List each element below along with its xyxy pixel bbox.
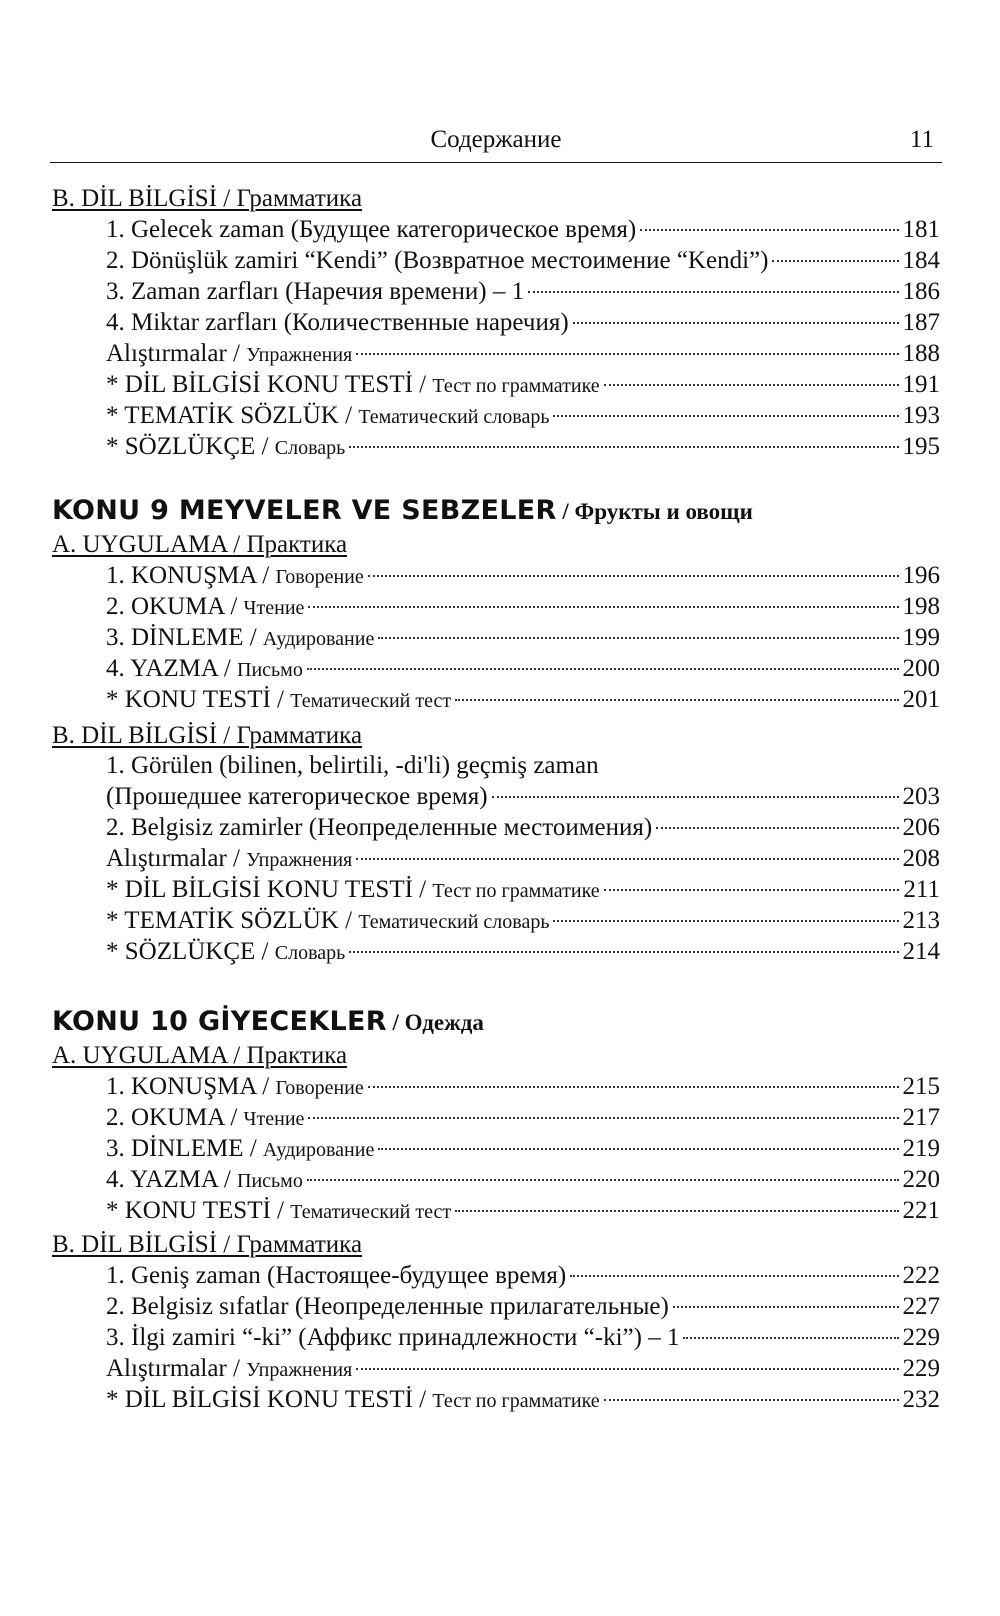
toc-entry-page: 187 (902, 309, 940, 336)
toc-entry-title: * SÖZLÜKÇE / (106, 938, 275, 965)
dot-leader (307, 1179, 899, 1181)
toc-list (52, 1071, 940, 1226)
toc-entry-title: * TEMATİK SÖZLÜK / (106, 402, 359, 429)
toc-entry (52, 684, 940, 715)
toc-entry (52, 307, 940, 338)
toc-entry-title-ru: Словарь (274, 437, 346, 459)
toc-entry-label (106, 874, 600, 907)
toc-entry-title: 2. Belgisiz sıfatlar (Неопределенные прилагательные) (106, 1293, 669, 1320)
dot-leader (492, 796, 899, 798)
toc-entry-title: 2. OKUMA / (106, 1104, 244, 1131)
toc-entry (52, 1195, 940, 1226)
toc-entry-label (106, 1133, 374, 1166)
toc-entry (52, 1260, 940, 1291)
toc-entry-title-ru: Чтение (243, 1108, 305, 1130)
toc-entry-label (106, 1384, 600, 1417)
toc-entry (52, 1164, 940, 1195)
toc-entry (52, 843, 940, 874)
toc-entry-title-ru: Чтение (243, 597, 305, 619)
toc-entry-page: 219 (902, 1135, 940, 1162)
toc-entry-page: 220 (902, 1166, 940, 1193)
toc-entry (52, 338, 940, 369)
toc-entry-title-ru: Тест по грамматике (432, 375, 600, 397)
toc-entry-title: 1. Görülen (bilinen, belirtili, -di'li) geçmiş zaman (106, 752, 599, 779)
toc-entry-title: Alıştırmalar / (106, 340, 247, 367)
konu-title: KONU 9 MEYVELER VE SEBZELER (52, 495, 557, 526)
dot-leader (528, 291, 898, 293)
toc-entry-label (106, 843, 352, 876)
toc-entry-page: 198 (902, 593, 940, 620)
toc-entry-title: 2. Dönüşlük zamiri “Kendi” (Возвратное местоимение “Kendi”) (106, 247, 769, 274)
dot-leader (604, 384, 899, 386)
toc-entry-title-ru: Тематический словарь (358, 406, 550, 428)
toc-entry-title: Alıştırmalar / (106, 1355, 247, 1382)
toc-entry (52, 1353, 940, 1384)
toc-entry-page: 195 (902, 433, 940, 460)
toc-entry-title: 2. Belgisiz zamirler (Неопределенные местоимения) (106, 814, 653, 841)
toc-entry-title: 3. Zaman zarfları (Наречия времени) – 1 (106, 278, 525, 305)
toc-entry (52, 905, 940, 936)
section-heading: B. DİL BİLGİSİ / Грамматика (52, 185, 363, 212)
page-title: Содержание (430, 126, 562, 153)
toc-list (52, 751, 940, 967)
toc-entry-label (106, 400, 549, 433)
toc-entry-page: 227 (902, 1293, 940, 1320)
toc-entry-label (106, 1071, 364, 1104)
toc-block-grammar-1 (52, 184, 940, 462)
toc-entry-label (106, 1102, 304, 1135)
toc-entry-page: 184 (902, 247, 940, 274)
toc-entry (52, 1133, 940, 1164)
dot-leader (604, 889, 900, 891)
toc-entry-page: 196 (902, 562, 940, 589)
toc-entry-page: 208 (902, 845, 940, 872)
toc-entry-page: 188 (902, 340, 940, 367)
toc-entry-label (106, 905, 549, 938)
toc-entry (52, 214, 940, 245)
toc-entry (52, 560, 940, 591)
toc-entry-page: 201 (902, 686, 940, 713)
toc-entry-title-ru: Письмо (237, 1170, 303, 1192)
toc-entry (52, 812, 940, 843)
toc-entry-page: 181 (902, 216, 940, 243)
konu-title-ru: / Фрукты и овощи (556, 499, 753, 524)
toc-entry (52, 591, 940, 622)
dot-leader (308, 606, 898, 608)
dot-leader (307, 668, 899, 670)
section-heading: B. DİL BİLGİSİ / Грамматика (52, 722, 363, 749)
toc-entry-title: * DİL BİLGİSİ KONU TESTİ / (106, 1386, 433, 1413)
toc-entry-title-ru: Упражнения (246, 849, 353, 871)
toc-entry-label (106, 591, 304, 624)
toc-entry-title: 1. KONUŞMA / (106, 1073, 276, 1100)
toc-entry-title: 1. Geniş zaman (Настоящее-будущее время) (106, 1262, 567, 1289)
toc-entry-label (106, 1322, 679, 1353)
toc-entry-title: 1. Gelecek zaman (Будущее категорическое время) (106, 216, 637, 243)
toc-entry-title: 4. YAZMA / (106, 655, 238, 682)
toc-entry-title: * SÖZLÜKÇE / (106, 433, 275, 460)
section-heading: B. DİL BİLGİSİ / Грамматика (52, 1231, 363, 1258)
dot-leader (455, 699, 898, 701)
toc-entry-title: * DİL BİLGİSİ KONU TESTİ / (106, 876, 433, 903)
running-head (50, 120, 942, 163)
dot-leader (553, 415, 898, 417)
konu-heading (52, 1003, 940, 1041)
toc-entry-label (106, 1164, 303, 1197)
toc-entry-page: 215 (902, 1073, 940, 1100)
dot-leader (368, 575, 899, 577)
dot-leader (368, 1086, 899, 1088)
toc-entry-label (106, 245, 768, 276)
toc-entry-label (106, 560, 364, 593)
toc-entry-page: 229 (902, 1324, 940, 1351)
toc-entry (52, 400, 940, 431)
dot-leader (356, 858, 898, 860)
toc-entry (52, 936, 940, 967)
toc-entry-title-ru: Тематический словарь (358, 911, 550, 933)
dot-leader (772, 260, 898, 262)
toc-entry-title: 4. YAZMA / (106, 1166, 238, 1193)
toc-entry-label (106, 214, 636, 245)
toc-entry-label (106, 812, 652, 843)
toc-entry-page: 199 (902, 624, 940, 651)
dot-leader (308, 1117, 898, 1119)
dot-leader (349, 446, 898, 448)
toc-entry-title: Alıştırmalar / (106, 845, 247, 872)
toc-entry-title: * DİL BİLGİSİ KONU TESTİ / (106, 371, 433, 398)
toc-entry (52, 622, 940, 653)
dot-leader (683, 1337, 898, 1339)
toc-entry-title: 1. KONUŞMA / (106, 562, 276, 589)
toc-entry-title-ru: Аудирование (262, 628, 375, 650)
page-number: 11 (909, 126, 934, 153)
toc-entry-label (106, 936, 345, 969)
toc-entry-title: 2. OKUMA / (106, 593, 244, 620)
konu-title-ru: / Одежда (386, 1010, 484, 1035)
toc-entry (52, 369, 940, 400)
toc-entry (52, 1071, 940, 1102)
toc-entry (52, 1322, 940, 1353)
toc-entry-page: 206 (902, 814, 940, 841)
toc-entry-page: 229 (902, 1355, 940, 1382)
dot-leader (640, 229, 898, 231)
toc-entry-page: 211 (903, 876, 940, 903)
section-heading: A. UYGULAMA / Практика (52, 1042, 348, 1069)
toc-entry-title: 3. İlgi zamiri “-ki” (Аффикс принадлежности “-ki”) – 1 (106, 1324, 680, 1351)
toc-entry-page: 217 (902, 1104, 940, 1131)
section-heading: A. UYGULAMA / Практика (52, 531, 348, 558)
toc-entry-title-ru: Упражнения (246, 1359, 353, 1381)
toc-entry-label (106, 684, 451, 717)
toc-list (52, 560, 940, 715)
dot-leader (553, 920, 898, 922)
toc-entry-title: (Прошедшее категорическое время) (106, 783, 488, 810)
toc-entry (52, 1291, 940, 1322)
dot-leader (455, 1210, 898, 1212)
toc-entry-title-ru: Тест по грамматике (432, 880, 600, 902)
toc-entry-label (106, 276, 524, 307)
konu-title: KONU 10 GİYECEKLER (52, 1006, 387, 1037)
toc-entry-title-ru: Аудирование (262, 1139, 375, 1161)
toc-entry-page: 193 (902, 402, 940, 429)
toc-entry-title-ru: Словарь (274, 942, 346, 964)
toc-entry-title-ru: Говорение (275, 1077, 364, 1099)
toc-entry (52, 751, 940, 781)
toc-entry-label (106, 307, 569, 338)
toc-entry-page: 213 (902, 907, 940, 934)
toc-entry-title-ru: Письмо (237, 659, 303, 681)
toc-list (52, 214, 940, 462)
toc-list (52, 1260, 940, 1415)
dot-leader (378, 1148, 898, 1150)
konu-heading (52, 492, 940, 530)
dot-leader (673, 1306, 899, 1308)
toc-entry-label (106, 653, 303, 686)
toc-entry-title: * KONU TESTİ / (106, 686, 291, 713)
toc-entry-page: 186 (902, 278, 940, 305)
toc-entry-title-ru: Упражнения (246, 344, 353, 366)
toc-entry-label (106, 1195, 451, 1228)
toc-entry-label (106, 1353, 352, 1386)
toc-entry-page: 214 (902, 938, 940, 965)
toc-entry (52, 1102, 940, 1133)
toc-entry-title: * KONU TESTİ / (106, 1197, 291, 1224)
toc-entry-title: 3. DİNLEME / (106, 1135, 263, 1162)
dot-leader (356, 353, 898, 355)
toc-entry (52, 245, 940, 276)
toc-entry-title-ru: Говорение (275, 566, 364, 588)
toc-entry (52, 653, 940, 684)
toc-entry-page: 222 (902, 1262, 940, 1289)
toc-entry-page: 200 (902, 655, 940, 682)
toc-entry-label (106, 1291, 669, 1322)
toc-entry-title-ru: Тест по грамматике (432, 1390, 600, 1412)
toc-entry (52, 431, 940, 462)
toc-entry (52, 276, 940, 307)
dot-leader (356, 1368, 898, 1370)
dot-leader (573, 322, 899, 324)
toc-entry-title-ru: Тематический тест (290, 1201, 452, 1223)
toc-entry-label (106, 751, 599, 781)
toc-entry-title: 4. Miktar zarfları (Количественные наречия) (106, 309, 569, 336)
toc-entry-label (106, 338, 352, 371)
dot-leader (349, 951, 898, 953)
toc-entry-label (106, 431, 345, 464)
toc-entry-title: * TEMATİK SÖZLÜK / (106, 907, 359, 934)
toc-entry-page: 232 (902, 1386, 940, 1413)
toc-entry-label (106, 622, 374, 655)
toc-entry-title: 3. DİNLEME / (106, 624, 263, 651)
toc-entry (52, 781, 940, 812)
toc-entry-page: 191 (902, 371, 940, 398)
dot-leader (378, 637, 898, 639)
dot-leader (656, 827, 898, 829)
dot-leader (604, 1399, 899, 1401)
toc-entry (52, 874, 940, 905)
toc-entry-label (106, 369, 600, 402)
toc-entry-label (106, 781, 488, 812)
toc-block-konu-10 (52, 1003, 940, 1415)
dot-leader (570, 1275, 898, 1277)
toc-entry-label (106, 1260, 566, 1291)
toc-entry-page: 203 (902, 783, 940, 810)
toc-entry-page: 221 (902, 1197, 940, 1224)
toc-block-konu-9 (52, 492, 940, 967)
toc-entry-title-ru: Тематический тест (290, 690, 452, 712)
toc-entry (52, 1384, 940, 1415)
